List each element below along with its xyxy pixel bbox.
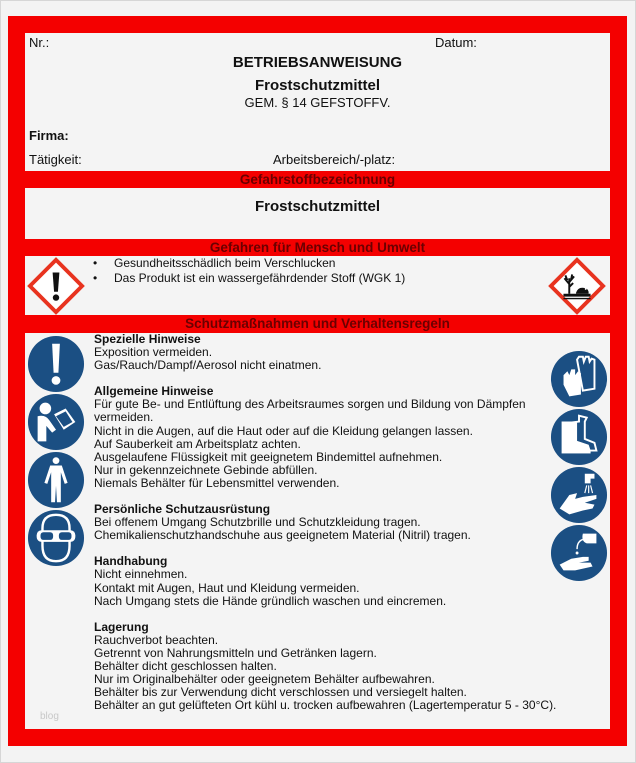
arbeitsbereich-label: Arbeitsbereich/-platz:	[273, 152, 396, 167]
band-gefahren: Gefahren für Mensch und Umwelt	[209, 240, 426, 255]
taetigkeit-label: Tätigkeit:	[29, 152, 82, 167]
instruction-line: Nur in gekennzeichnete Gebinde abfüllen.	[94, 462, 318, 477]
instructions-content	[94, 332, 557, 725]
section-title: Persönliche Schutzausrüstung	[94, 502, 271, 517]
ghs-exclamation-icon	[27, 257, 85, 315]
eye-protection-icon	[27, 509, 85, 567]
instruction-line: Kontakt mit Augen, Haut und Kleidung vermeiden.	[94, 580, 360, 595]
wash-hands-icon	[550, 466, 608, 524]
instruction-line: Behälter bis zur Verwendung dicht verschlossen und versiegelt halten.	[94, 685, 467, 700]
nr-label: Nr.:	[29, 35, 50, 50]
instruction-line: vermeiden.	[94, 410, 154, 425]
document-frame	[8, 16, 627, 746]
hazard-list	[93, 256, 405, 286]
instruction-line: Bei offenem Umgang Schutzbrille und Schutzkleidung tragen.	[94, 515, 421, 530]
general-mandatory-icon	[27, 335, 85, 393]
instruction-line: Nicht einnehmen.	[94, 567, 188, 582]
instruction-line: Exposition vermeiden.	[94, 345, 213, 360]
watermark: blog	[40, 711, 59, 722]
instruction-line: Niemals Behälter für Lebensmittel verwenden.	[94, 475, 340, 490]
section-lagerung	[94, 619, 557, 713]
hazard-item: • Das Produkt ist ein wassergefährdender Stoff (WGK 1)	[93, 271, 405, 286]
band-schutzmassnahmen: Schutzmaßnahmen und Verhaltensregeln	[185, 316, 450, 331]
section-handhabung	[94, 555, 544, 607]
safety-boots-icon	[550, 408, 608, 466]
instruction-line: Nach Umgang stets die Hände gründlich waschen und eincremen.	[94, 593, 447, 608]
gefahrstoff-panel	[25, 188, 610, 239]
gloves-icon	[550, 350, 608, 408]
section-title: Allgemeine Hinweise	[94, 384, 214, 399]
gefahren-panel	[25, 256, 610, 315]
firma-label: Firma:	[29, 128, 69, 143]
document-subtitle: Frostschutzmittel	[254, 77, 380, 94]
instruction-line: Rauchverbot beachten.	[94, 632, 219, 647]
instruction-line: Behälter an gut gelüfteten Ort kühl u. trocken aufbewahren (Lagertemperatur 5 - 30°C).	[94, 698, 557, 713]
header-panel	[25, 33, 610, 171]
read-instructions-icon	[27, 393, 85, 451]
instruction-line: Auf Sauberkeit am Arbeitsplatz achten.	[94, 436, 301, 451]
band-gefahrstoffbezeichnung: Gefahrstoffbezeichnung	[239, 172, 396, 187]
hazard-item: • Gesundheitsschädlich beim Verschlucken	[93, 256, 405, 271]
instruction-line: Ausgelaufene Flüssigkeit mit geeignetem Bindemittel aufnehmen.	[94, 449, 443, 464]
instruction-line: Gas/Rauch/Dampf/Aerosol nicht einatmen.	[94, 358, 322, 373]
instruction-line: Nur im Originalbehälter oder geeignetem Behälter aufbewahren.	[94, 672, 435, 687]
instruction-line: Behälter dicht geschlossen halten.	[94, 658, 277, 673]
instruction-line: Nicht in die Augen, auf die Haut oder auf die Kleidung gelangen lassen.	[94, 423, 473, 438]
protective-clothing-icon	[27, 451, 85, 509]
section-persoenliche-schutzausruestung	[94, 503, 544, 542]
hand-cream-icon	[550, 524, 608, 582]
instruction-line: Für gute Be- und Entlüftung des Arbeitsraumes sorgen und Bildung von Dämpfen	[94, 397, 526, 412]
section-title: Handhabung	[94, 554, 168, 569]
section-title: Spezielle Hinweise	[94, 332, 201, 346]
section-allgemeine-hinweise	[94, 385, 544, 490]
section-spezielle-hinweise	[94, 333, 544, 372]
datum-label: Datum:	[435, 35, 477, 50]
ghs-environment-icon	[548, 257, 606, 315]
instruction-line: Getrennt von Nahrungsmitteln und Getränken lagern.	[94, 645, 377, 660]
regulation-reference: GEM. § 14 GEFSTOFFV.	[244, 95, 391, 110]
substance-name: Frostschutzmittel	[254, 198, 380, 215]
schutzmassnahmen-panel	[25, 333, 610, 729]
document-title: BETRIEBSANWEISUNG	[232, 54, 403, 71]
instruction-line: Chemikalienschutzhandschuhe aus geeignetem Material (Nitril) tragen.	[94, 528, 471, 543]
section-title: Lagerung	[94, 619, 149, 634]
